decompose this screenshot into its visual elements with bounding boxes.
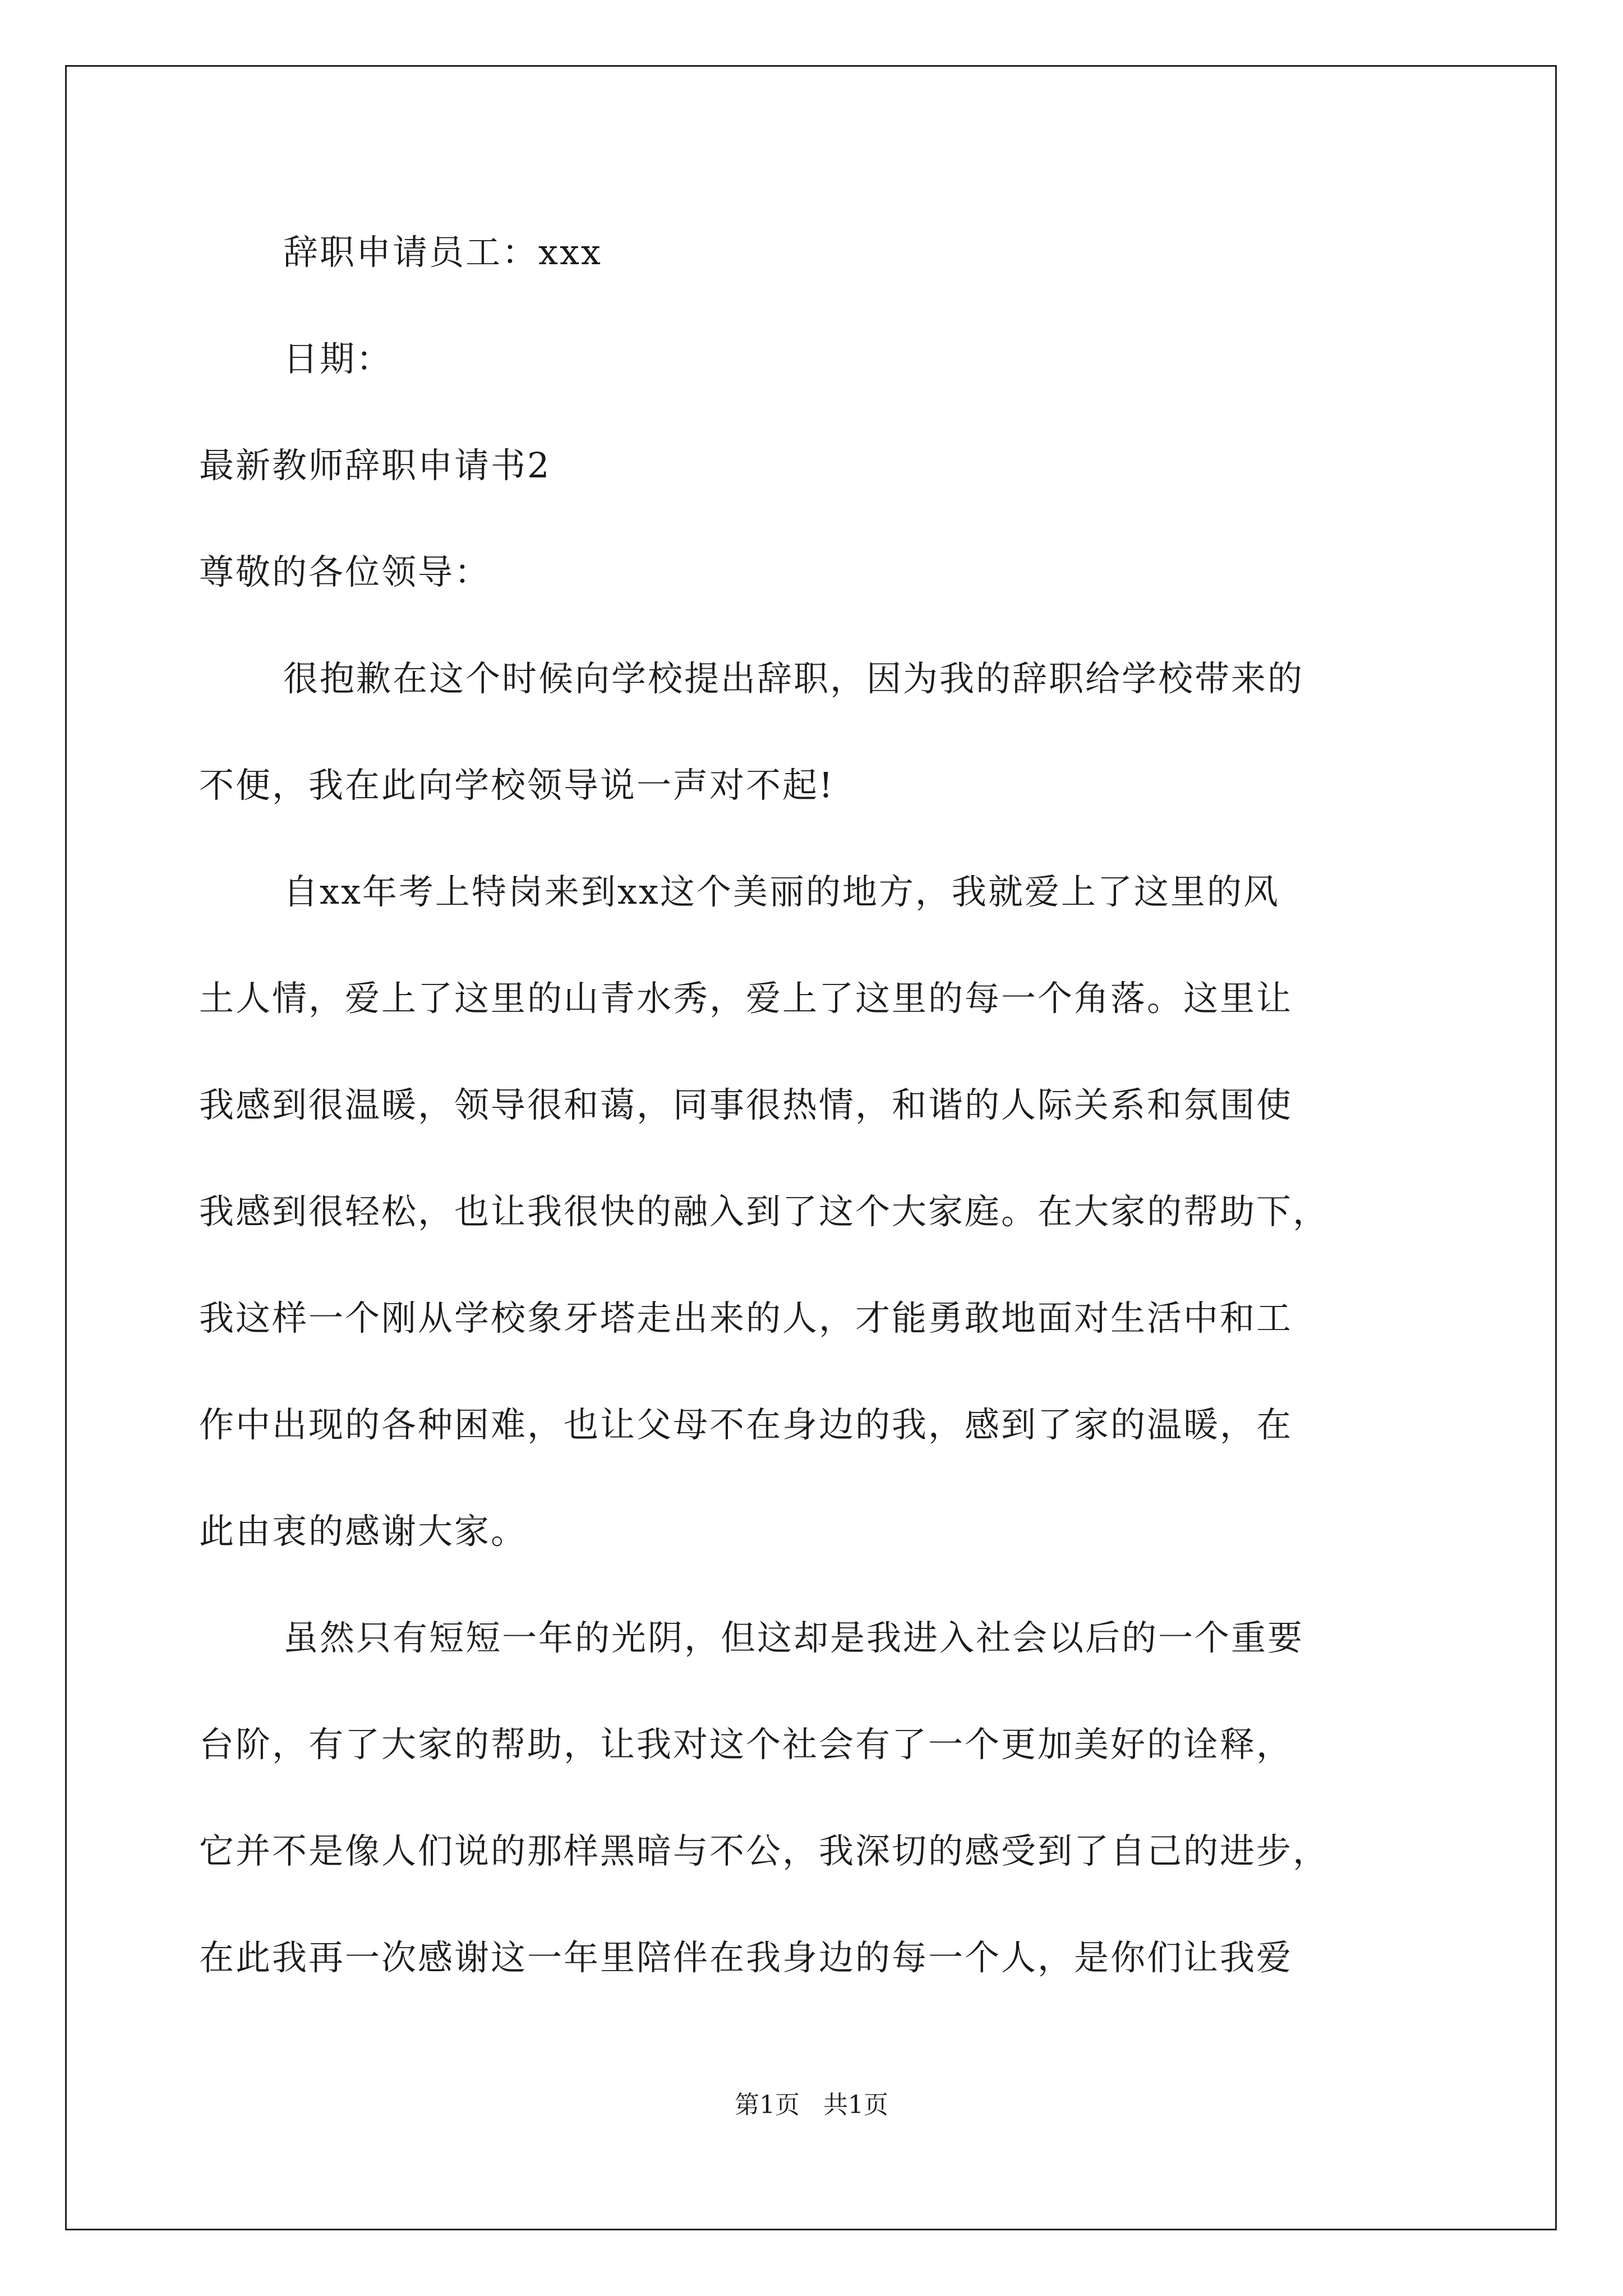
paragraph-line: 很抱歉在这个时候向学校提出辞职，因为我的辞职给学校带来的 [283,658,1304,699]
paragraph-line: 作中出现的各种困难，也让父母不在身边的我，感到了家的温暖，在 [199,1404,1293,1445]
paragraph-line: 台阶，有了大家的帮助，让我对这个社会有了一个更加美好的诠释， [199,1724,1293,1765]
paragraph-line: 虽然只有短短一年的光阴，但这却是我进入社会以后的一个重要 [283,1617,1304,1658]
paragraph-line: 它并不是像人们说的那样黑暗与不公，我深切的感受到了自己的进步， [199,1830,1330,1871]
page-footer: 第1页 共1页 [735,2091,888,2119]
paragraph-line: 在此我再一次感谢这一年里陪伴在我身边的每一个人，是你们让我爱 [199,1937,1293,1978]
paragraph-line: 我感到很轻松，也让我很快的融入到了这个大家庭。在大家的帮助下， [199,1191,1330,1232]
page-border [65,65,1557,2230]
paragraph-line: 此由衷的感谢大家。 [199,1511,528,1552]
applicant-line: 辞职申请员工：xxx [283,232,602,273]
paragraph-line: 我感到很温暖，领导很和蔼，同事很热情，和谐的人际关系和氛围使 [199,1084,1293,1125]
document-title: 最新教师辞职申请书2 [199,445,551,486]
paragraph-line: 自xx年考上特岗来到xx这个美丽的地方，我就爱上了这里的风 [283,871,1280,912]
paragraph-line: 土人情，爱上了这里的山青水秀，爱上了这里的每一个角落。这里让 [199,978,1293,1019]
salutation: 尊敬的各位领导： [199,551,491,592]
paragraph-line: 不便，我在此向学校领导说一声对不起! [199,765,834,806]
date-line: 日期： [283,338,393,379]
paragraph-line: 我这样一个刚从学校象牙塔走出来的人，才能勇敢地面对生活中和工 [199,1297,1293,1338]
